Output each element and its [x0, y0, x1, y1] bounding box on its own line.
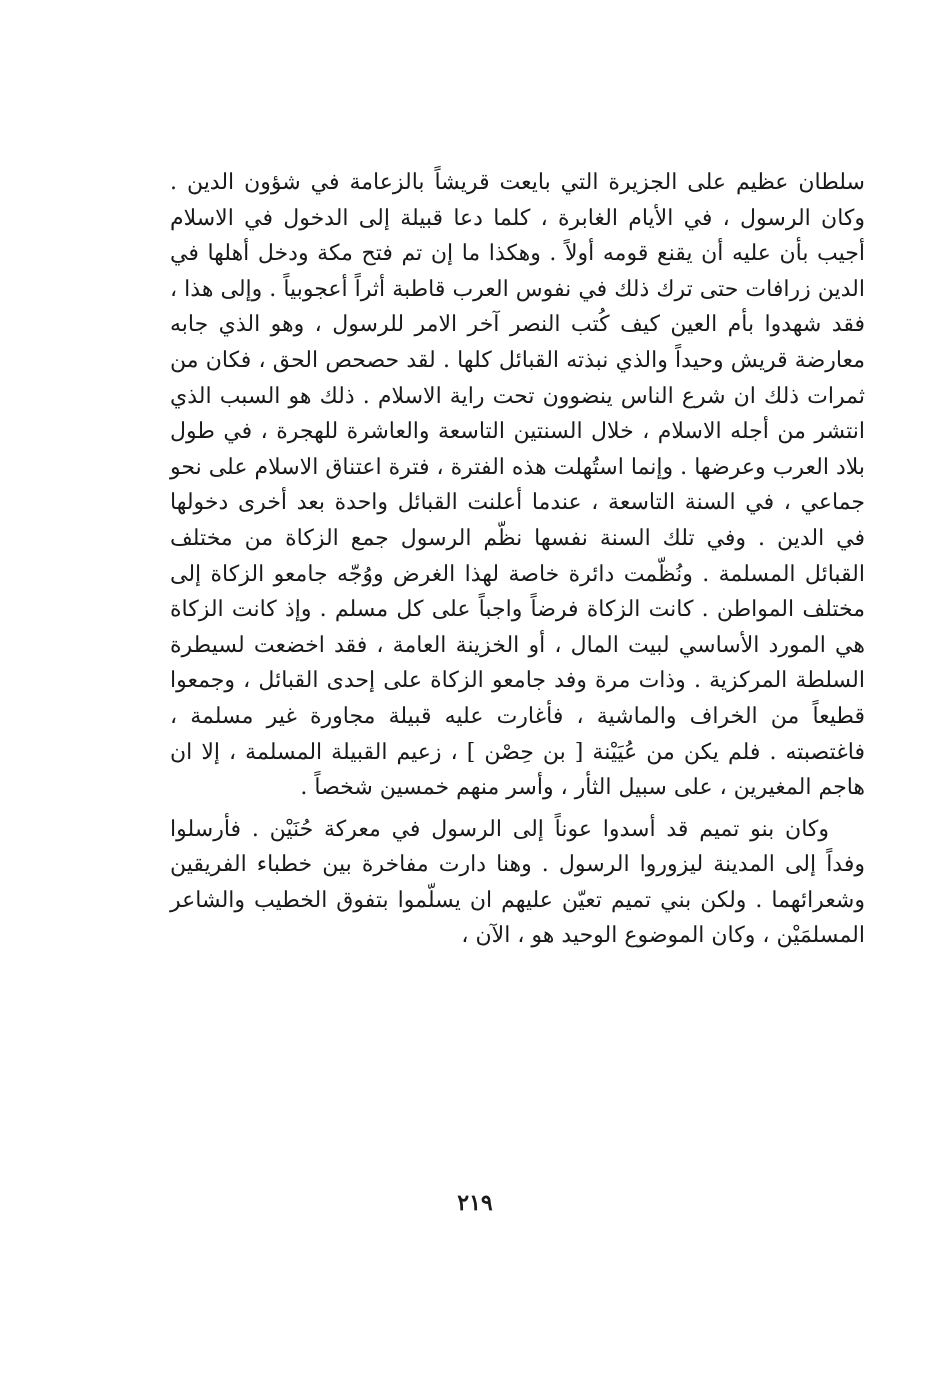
page-number: ٢١٩ — [457, 1190, 493, 1216]
paragraph-2: وكان بنو تميم قد أسدوا عوناً إلى الرسول في معركة حُنَيْن . فأرسلوا وفداً إلى المدينة ليزوروا الرسول . وهنا دارت مفاخرة بين خطباء الفريقين وشعرائهما . ولكن بني تميم تعيّن عليهم ان يسلّموا بتفوق الخطيب والشاعر المسلمَيْن ، وكان الموضوع الوحيد هو ، الآن ، — [170, 816, 865, 949]
body-text — [170, 165, 865, 954]
paragraph-1: سلطان عظيم على الجزيرة التي بايعت قريشاً بالزعامة في شؤون الدين . وكان الرسول ، في الأيام الغابرة ، كلما دعا قبيلة إلى الدخول في الاسلام أجيب بأن عليه أن يقنع قومه أولاً . وهكذا ما إن تم فتح مكة ودخل أهلها في الدين زرافات حتى ترك ذلك في نفوس العرب قاطبة أثراً أعجوبياً . وإلى هذا ، فقد شهدوا بأم العين كيف كُتب النصر آخر الامر للرسول ، وهو الذي جابه معارضة قريش وحيداً والذي نبذته القبائل كلها . لقد حصحص الحق ، فكان من ثمرات ذلك ان شرع الناس ينضوون تحت راية الاسلام . ذلك هو السبب الذي انتشر من أجله الاسلام ، خلال السنتين التاسعة والعاشرة للهجرة ، في طول بلاد العرب وعرضها . وإنما استُهلت هذه الفترة ، فترة اعتناق الاسلام على نحو جماعي ، في السنة التاسعة ، عندما أعلنت القبائل واحدة بعد أخرى دخولها في الدين . وفي تلك السنة نفسها نظّم الرسول جمع الزكاة من مختلف القبائل المسلمة . ونُظّمت دائرة خاصة لهذا الغرض ووُجّه جامعو الزكاة إلى مختلف المواطن . كانت الزكاة فرضاً واجباً على كل مسلم . وإذ كانت الزكاة هي المورد الأساسي لبيت المال ، أو الخزينة العامة ، فقد اخضعت لسيطرة السلطة المركزية . وذات مرة وفد جامعو الزكاة على إحدى القبائل ، وجمعوا قطيعاً من الخراف والماشية ، فأغارت عليه قبيلة مجاورة غير مسلمة ، فاغتصبته . فلم يكن من عُيَيْنة [ بن حِصْن ] ، زعيم القبيلة المسلمة ، إلا ان هاجم المغيرين ، على سبيل الثأر ، وأسر منهم خمسين شخصاً . — [170, 170, 865, 801]
